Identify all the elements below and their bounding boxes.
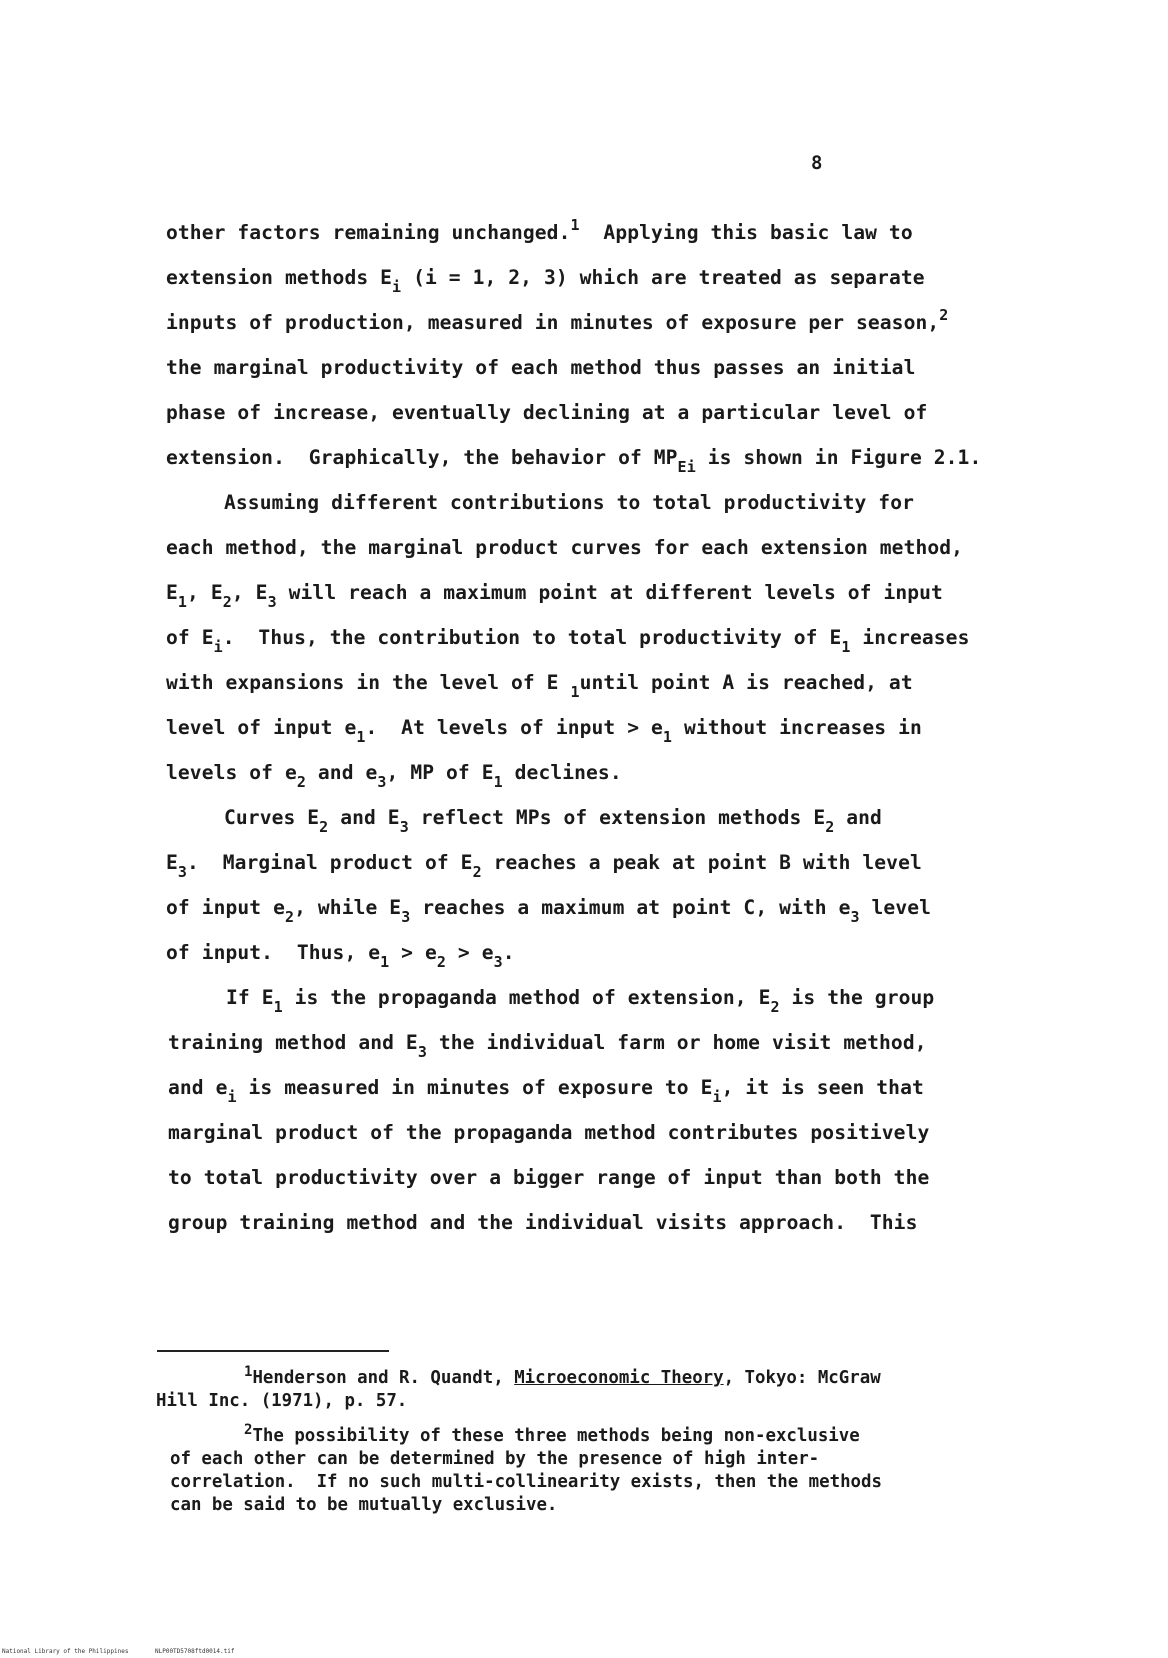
- body-line-1: other factors remaining unchanged.$^1$ Applying this basic law to: [166, 216, 913, 244]
- body-line-23: group training method and the individual visits approach. This: [168, 1211, 918, 1234]
- body-line-20: and $e_i$ is measured in minutes of exposure to $E_i$, it is seen that: [168, 1076, 924, 1106]
- body-line-6: extension. Graphically, the behavior of $MP_{Ei}$ is shown in Figure 2.1.: [166, 446, 982, 476]
- body-line-21: marginal product of the propaganda method contributes positively: [168, 1121, 930, 1144]
- body-line-3: inputs of production, measured in minutes of exposure per season,$^2$: [166, 306, 949, 334]
- body-line-4: the marginal productivity of each method thus passes an initial: [166, 356, 916, 379]
- footnote-1-title: Microeconomic Theory: [514, 1368, 724, 1388]
- footnote-2-mark: 2: [244, 1422, 253, 1438]
- footnote-ref-2: 2: [939, 306, 949, 324]
- body-line-13: levels of $e_2$ and $e_3$, MP of $E_1$ declines.: [166, 761, 622, 791]
- body-line-8: each method, the marginal product curves for each extension method,: [166, 536, 964, 559]
- body-line-7: Assuming different contributions to total productivity for: [224, 491, 914, 514]
- body-line-15: $E_3$. Marginal product of $E_2$ reaches a peak at point B with level: [166, 851, 922, 881]
- body-line-14: Curves $E_2$ and $E_3$ reflect MPs of extension methods $E_2$ and: [224, 806, 882, 836]
- body-line-10: of $E_i$. Thus, the contribution to total productivity of $E_1$ increases: [166, 626, 970, 656]
- body-line-17: of input. Thus, $e_1 > e_2 > e_3$.: [166, 941, 515, 971]
- body-line-12: level of input $e_1$. At levels of input > $e_1$ without increases in: [166, 716, 922, 746]
- footnote-2-line-2: of each other can be determined by the presence of high inter-: [170, 1449, 820, 1469]
- body-line-22: to total productivity over a bigger range of input than both the: [168, 1166, 930, 1189]
- page-number: 8: [811, 152, 823, 174]
- footnote-2-line-4: can be said to be mutually exclusive.: [170, 1495, 558, 1515]
- footer-library: National Library of the Philippines: [2, 1648, 129, 1655]
- body-line-16: of input $e_2$, while $E_3$ reaches a maximum at point C, with $e_3$ level: [166, 896, 932, 926]
- body-line-18: If $E_1$ is the propaganda method of extension, $E_2$ is the group: [226, 986, 935, 1016]
- footnote-2: $^2$The possibility of these three methods being non-exclusive: [244, 1422, 860, 1446]
- footnote-1-line-2: Hill Inc. (1971), p. 57.: [156, 1391, 408, 1411]
- footer-filename: NLP00TD5708ftd0014.tif: [155, 1648, 235, 1655]
- footnote-1: $^1$Henderson and R. Quandt, Microeconomic Theory, Tokyo: McGraw: [244, 1364, 881, 1388]
- body-line-2: extension methods $E_i$ (i = 1, 2, 3) which are treated as separate: [166, 266, 925, 296]
- footnote-1-mark: 1: [244, 1364, 253, 1380]
- body-line-5: phase of increase, eventually declining at a particular level of: [166, 401, 928, 424]
- body-line-19: training method and $E_3$ the individual farm or home visit method,: [168, 1031, 927, 1061]
- body-line-11: with expansions in the level of E $_1$until point A is reached, at: [166, 671, 913, 701]
- footnote-2-line-3: correlation. If no such multi-collinearity exists, then the methods: [170, 1472, 882, 1492]
- footnote-ref-1: 1: [570, 216, 580, 234]
- footnote-divider: [157, 1350, 389, 1352]
- body-line-9: $E_1$, $E_2$, $E_3$ will reach a maximum point at different levels of input: [166, 581, 943, 611]
